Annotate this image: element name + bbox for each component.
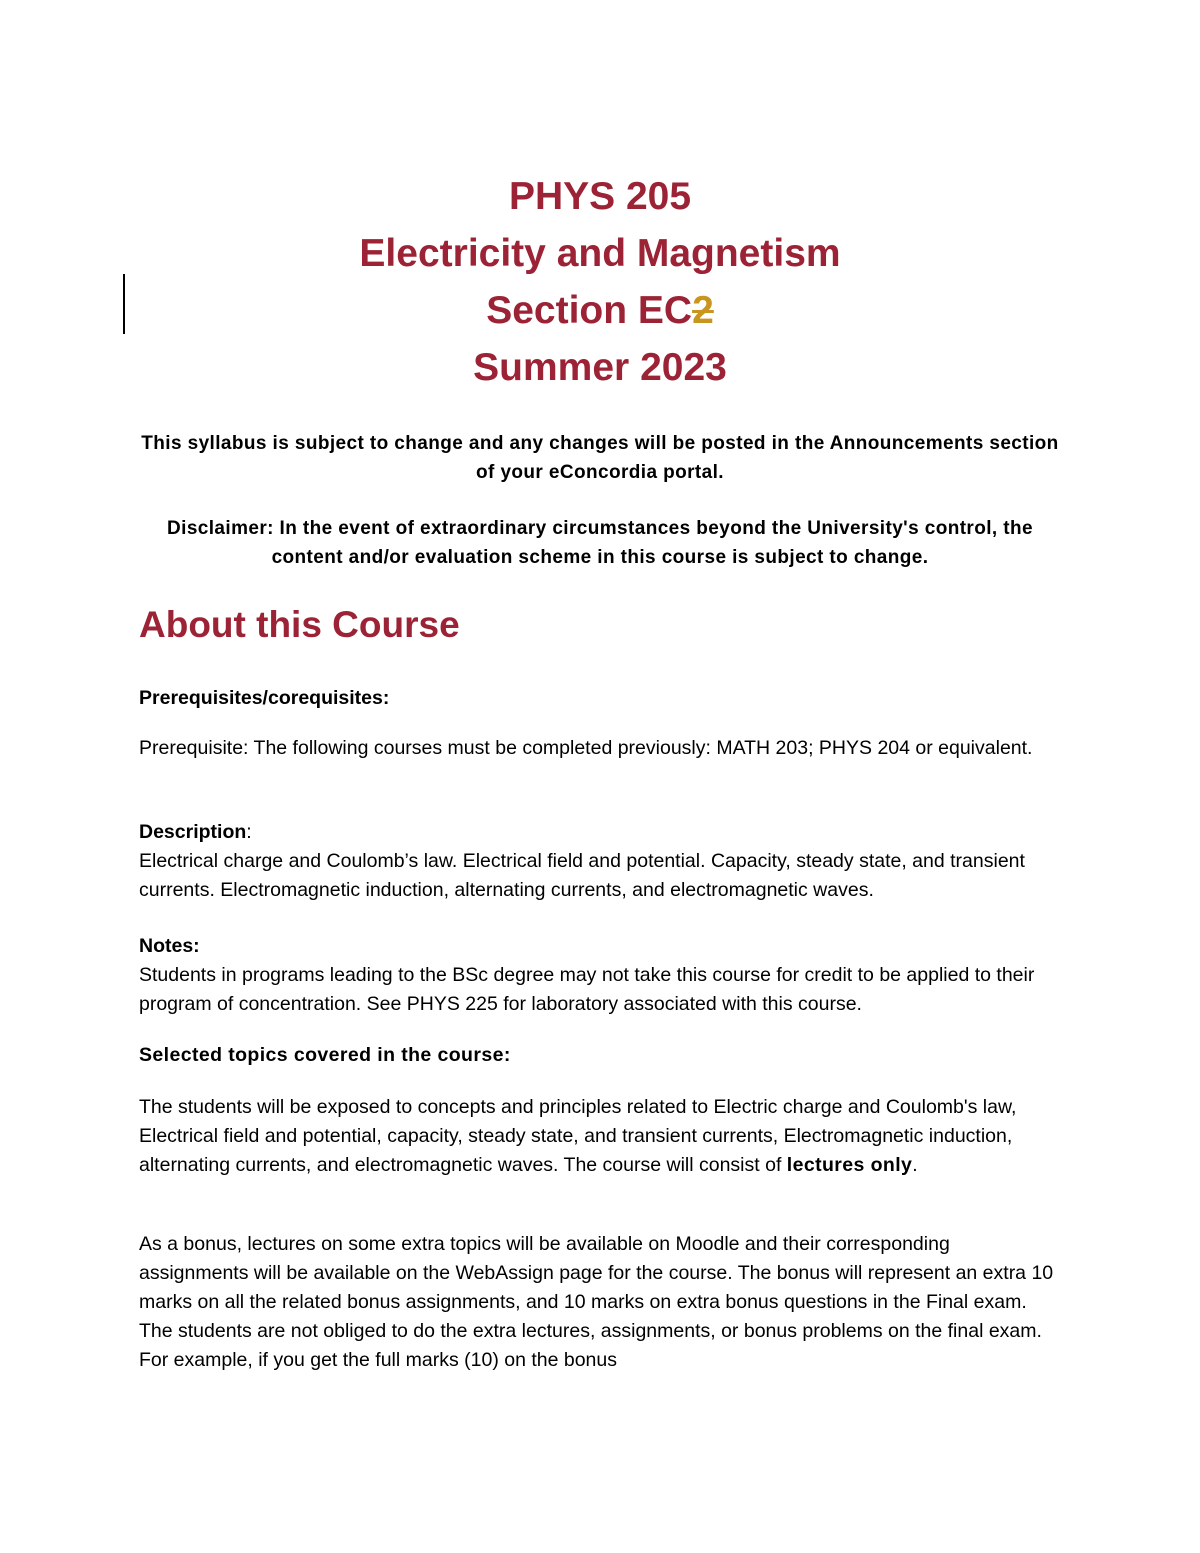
notes-block: [139, 932, 1064, 1019]
prerequisites-label: Prerequisites/corequisites:: [139, 687, 390, 709]
topics-label-block: [139, 1041, 1064, 1070]
course-title: Electricity and Magnetism: [359, 232, 841, 275]
section-prefix: Section EC: [486, 289, 693, 332]
section-number-struck: 2: [692, 289, 714, 332]
bonus-block: [139, 1230, 1064, 1375]
course-section: [0, 282, 1200, 339]
description-label: Description: [139, 821, 247, 843]
description-label-line: [139, 818, 1064, 847]
prerequisites-label-block: [139, 684, 1064, 713]
topics-label: Selected topics covered in the course:: [139, 1044, 511, 1066]
topics-text: [139, 1093, 1064, 1180]
bonus-text: As a bonus, lectures on some extra topics will be available on Moodle and their corresponding assignments will be available on the WebAssign page for the course. The bonus will represent an extra 10 marks on all the related bonus assignments, and 10 marks on extra bonus questions in the Final exam. The students are not obliged to do the extra lectures, assignments, or bonus problems on the final exam. For example, if you get the full marks (10) on the bonus: [139, 1233, 1054, 1371]
description-text: Electrical charge and Coulomb’s law. Electrical field and potential. Capacity, steady state, and transient currents. Electromagnetic induction, alternating currents, and electromagnetic waves.: [139, 850, 1025, 901]
prerequisites-block: [139, 734, 1064, 763]
topics-text-end: .: [912, 1154, 918, 1176]
course-term: Summer 2023: [473, 346, 727, 389]
topics-text-main: The students will be exposed to concepts and principles related to Electric charge and Coulomb's law, Electrical field and potential, capacity, steady state, and transient currents, Electromagnetic induction, alternating currents, and electromagnetic waves. The course will consist of: [139, 1096, 1017, 1176]
topics-text-emphasis: lectures only: [786, 1154, 913, 1176]
about-course-heading: About this Course: [139, 604, 460, 645]
description-colon: :: [246, 821, 252, 843]
notes-text: Students in programs leading to the BSc degree may not take this course for credit to be applied to their program of concentration. See PHYS 225 for laboratory associated with this course.: [139, 964, 1035, 1015]
syllabus-header: [0, 168, 1200, 396]
topics-block: [139, 1093, 1064, 1180]
disclaimer-notice: Disclaimer: In the event of extraordinary circumstances beyond the University's control, the content and/or evaluation scheme in this course is subject to change.: [167, 518, 1033, 568]
description-block: [139, 818, 1064, 905]
course-code: PHYS 205: [508, 175, 692, 218]
prerequisites-text: Prerequisite: The following courses must be completed previously: MATH 203; PHYS 204 or equivalent.: [139, 737, 1033, 759]
notes-label: Notes:: [139, 935, 200, 957]
syllabus-change-notice: This syllabus is subject to change and any changes will be posted in the Announcements section of your eConcordia portal.: [141, 433, 1059, 483]
